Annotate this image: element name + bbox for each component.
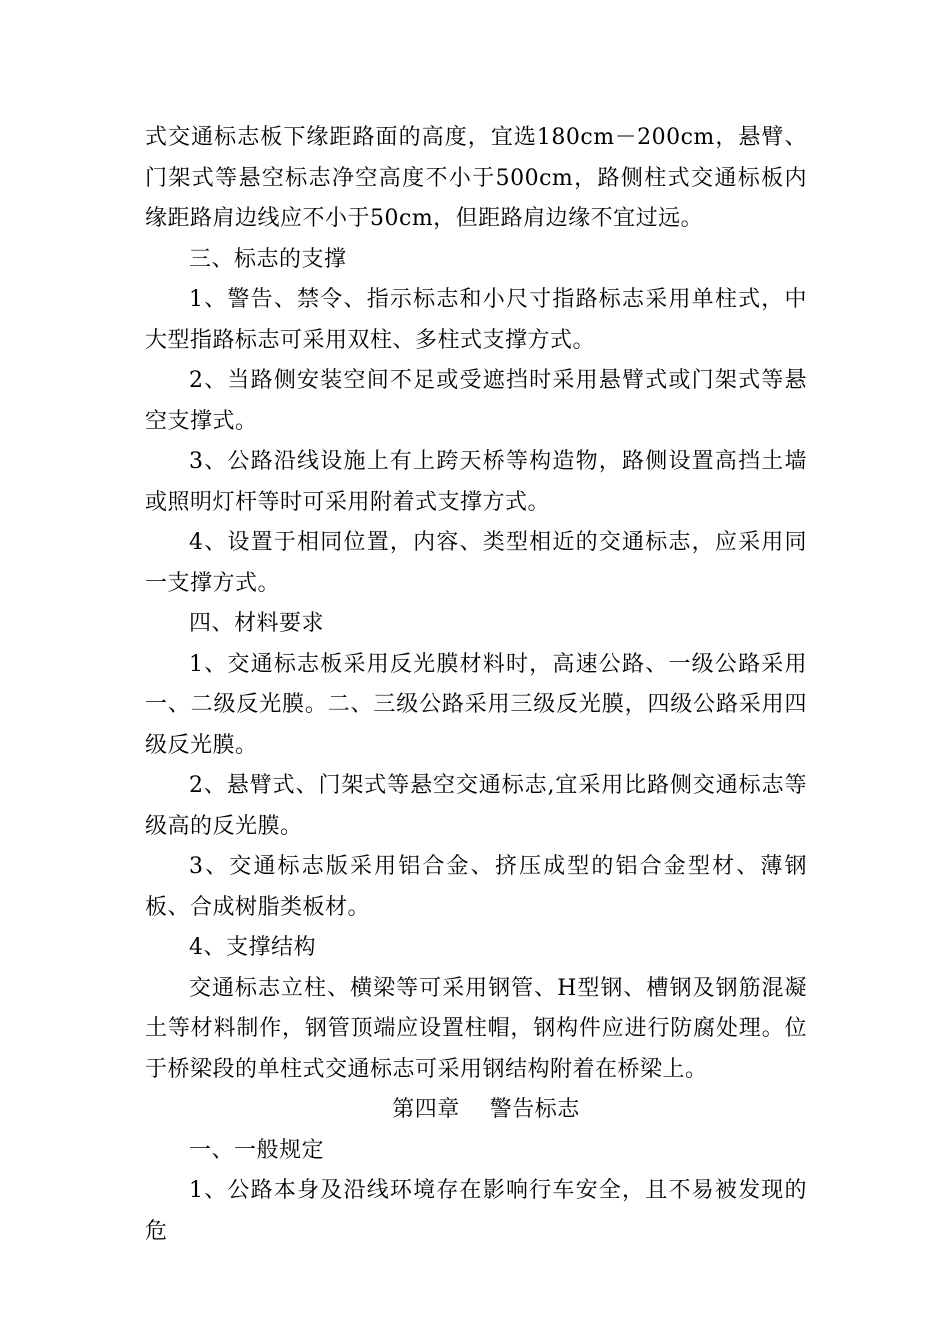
- chapter-heading: [145, 1090, 807, 1131]
- support-item-1: 1、警告、禁令、指示标志和小尺寸指路标志采用单柱式，中大型指路标志可采用双柱、多柱式支撑方式。: [145, 287, 807, 353]
- section-heading-general: 一、一般规定: [189, 1137, 325, 1163]
- support-item-4: 4、设置于相同位置，内容、类型相近的交通标志，应采用同一支撑方式。: [145, 530, 807, 596]
- material-item-2: 2、悬臂式、门架式等悬空交通标志,宜采用比路侧交通标志等级高的反光膜。: [145, 773, 807, 839]
- support-item-3: 3、公路沿线设施上有上跨天桥等构造物，路侧设置高挡土墙或照明灯杆等时可采用附着式支撑方式。: [145, 449, 807, 515]
- section-heading-materials: 四、材料要求: [189, 611, 325, 636]
- material-item-4-body: 交通标志立柱、横梁等可采用钢管、H型钢、槽钢及钢筋混凝土等材料制作，钢管顶端应设置柱帽，钢构件应进行防腐处理。位于桥梁段的单柱式交通标志可采用钢结构附着在桥梁上。: [145, 975, 807, 1082]
- paragraph-height-spec: 式交通标志板下缘距路面的高度，宜选180cm－200cm，悬臂、门架式等悬空标志净空高度不小于500cm，路侧柱式交通标板内缘距路肩边线应不小于50cm，但距路肩边缘不宜过远。: [145, 125, 807, 231]
- material-item-3: 3、交通标志版采用铝合金、挤压成型的铝合金型材、薄钢板、合成树脂类板材。: [145, 854, 807, 920]
- section-heading-support: 三、标志的支撑: [189, 246, 347, 272]
- material-item-1: 1、交通标志板采用反光膜材料时，高速公路、一级公路采用一、二级反光膜。二、三级公路采用三级反光膜，四级公路采用四级反光膜。: [145, 651, 807, 758]
- general-item-1: 1、公路本身及沿线环境存在影响行车安全，且不易被发现的危: [145, 1178, 807, 1244]
- support-item-2: 2、当路侧安装空间不足或受遮挡时采用悬臂式或门架式等悬空支撑式。: [145, 368, 807, 434]
- chapter-title: 警告标志: [489, 1097, 580, 1122]
- chapter-number: 第四章: [392, 1097, 460, 1122]
- document-page: [145, 118, 807, 1252]
- material-item-4: 4、支撑结构: [189, 935, 316, 960]
